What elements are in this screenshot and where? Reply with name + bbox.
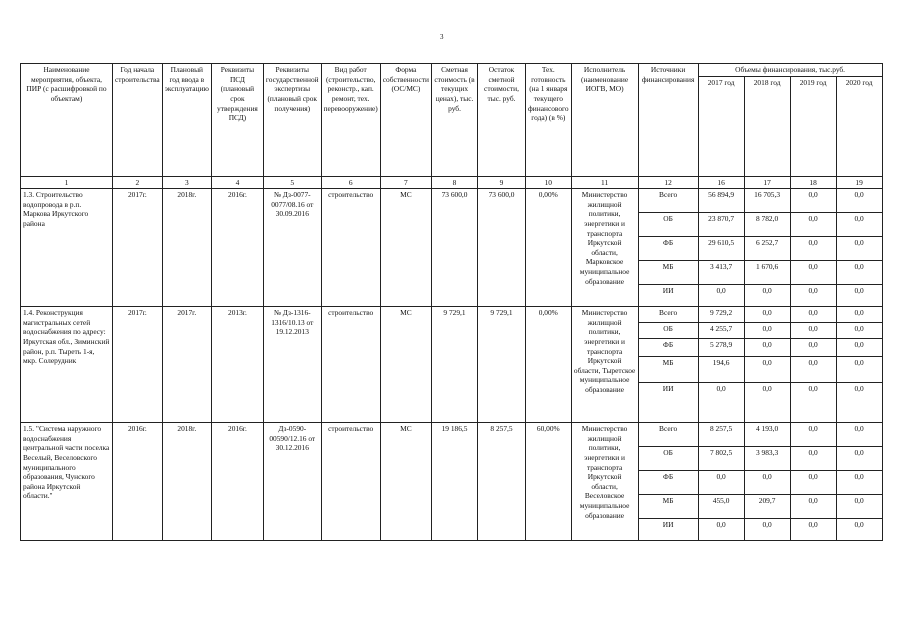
funding-amount: 23 870,7 — [698, 213, 744, 237]
funding-amount: 0,0 — [836, 307, 882, 323]
work-type: строительство — [321, 423, 380, 541]
psd-date: 2016г. — [211, 423, 263, 541]
funding-amount: 0,0 — [790, 383, 836, 423]
funding-amount: 8 782,0 — [744, 213, 790, 237]
funding-source: ОБ — [638, 447, 698, 471]
funding-amount: 56 894,9 — [698, 189, 744, 213]
funding-amount: 0,0 — [790, 285, 836, 307]
funding-amount: 0,0 — [790, 213, 836, 237]
funding-source: МБ — [638, 261, 698, 285]
funding-source: ОБ — [638, 323, 698, 339]
header-year-2019: 2019 год — [790, 77, 836, 177]
header-year-2018: 2018 год — [744, 77, 790, 177]
header-executor: Исполнитель (наименование ИОГВ, МО) — [571, 64, 638, 177]
header-volumes: Объемы финансирования, тыс.руб. — [698, 64, 882, 77]
funding-amount: 6 252,7 — [744, 237, 790, 261]
estimate-cost: 19 186,5 — [432, 423, 478, 541]
funding-amount: 0,0 — [744, 339, 790, 357]
funding-amount: 0,0 — [836, 471, 882, 495]
funding-amount: 0,0 — [698, 285, 744, 307]
column-number: 5 — [263, 177, 321, 189]
header-ownership: Форма собственности (ОС/МС) — [380, 64, 431, 177]
funding-amount: 16 705,3 — [744, 189, 790, 213]
financing-table — [20, 63, 883, 541]
funding-amount: 0,0 — [836, 447, 882, 471]
funding-amount: 29 610,5 — [698, 237, 744, 261]
estimate-cost: 73 600,0 — [432, 189, 478, 307]
funding-source: ИИ — [638, 519, 698, 541]
funding-amount: 0,0 — [744, 471, 790, 495]
funding-amount: 0,0 — [836, 261, 882, 285]
readiness-percent: 60,00% — [526, 423, 572, 541]
funding-amount: 0,0 — [836, 189, 882, 213]
funding-amount: 0,0 — [836, 285, 882, 307]
header-readiness: Тех. готовность (на 1 января текущего финансового года) (в %) — [526, 64, 572, 177]
funding-amount: 0,0 — [744, 383, 790, 423]
funding-amount: 0,0 — [698, 471, 744, 495]
funding-amount: 0,0 — [790, 307, 836, 323]
funding-amount: 0,0 — [790, 357, 836, 383]
executor: Министерство жилищной политики, энергетики и транспорта Иркутской области, Тыретское муниципальное образование — [571, 307, 638, 423]
psd-date: 2013г. — [211, 307, 263, 423]
funding-amount: 0,0 — [836, 495, 882, 519]
funding-source: ИИ — [638, 285, 698, 307]
column-number: 4 — [211, 177, 263, 189]
header-psd: Реквизиты ПСД (плановый срок утверждения ПСД) — [211, 64, 263, 177]
header-year-2017: 2017 год — [698, 77, 744, 177]
funding-source: МБ — [638, 357, 698, 383]
start-year: 2017г. — [113, 189, 163, 307]
remaining-cost: 9 729,1 — [478, 307, 526, 423]
funding-source: ФБ — [638, 471, 698, 495]
funding-amount: 0,0 — [836, 357, 882, 383]
table-row — [21, 189, 883, 213]
funding-source: МБ — [638, 495, 698, 519]
funding-amount: 0,0 — [836, 383, 882, 423]
funding-amount: 3 413,7 — [698, 261, 744, 285]
header-estimate: Сметная стоимость (в текущих ценах), тыс. руб. — [432, 64, 478, 177]
remaining-cost: 8 257,5 — [478, 423, 526, 541]
funding-amount: 455,0 — [698, 495, 744, 519]
funding-amount: 9 729,2 — [698, 307, 744, 323]
header-start-year: Год начала строительства — [113, 64, 163, 177]
funding-amount: 0,0 — [790, 237, 836, 261]
column-number: 18 — [790, 177, 836, 189]
funding-amount: 4 255,7 — [698, 323, 744, 339]
object-name: 1.4. Реконструкция магистральных сетей водоснабжения по адресу: Иркутская обл., Зиминский район, р.п. Тыреть 1-я, мкр. Солерудник — [21, 307, 113, 423]
column-number: 17 — [744, 177, 790, 189]
funding-amount: 0,0 — [836, 339, 882, 357]
object-name: 1.3. Строительство водопровода в р.п. Маркова Иркутского района — [21, 189, 113, 307]
header-sources: Источники финансирования — [638, 64, 698, 177]
funding-amount: 7 802,5 — [698, 447, 744, 471]
column-number: 2 — [113, 177, 163, 189]
header-expertise: Реквизиты государственной экспертизы (плановый срок получения) — [263, 64, 321, 177]
funding-source: ФБ — [638, 237, 698, 261]
expertise-details: Дз-0590-00590/12.16 от 30.12.2016 — [263, 423, 321, 541]
column-number: 11 — [571, 177, 638, 189]
funding-amount: 0,0 — [836, 423, 882, 447]
funding-source: Всего — [638, 189, 698, 213]
funding-amount: 0,0 — [790, 261, 836, 285]
planned-year: 2018г. — [162, 423, 211, 541]
planned-year: 2017г. — [162, 307, 211, 423]
funding-source: ОБ — [638, 213, 698, 237]
funding-amount: 0,0 — [790, 471, 836, 495]
funding-amount: 0,0 — [698, 519, 744, 541]
funding-amount: 0,0 — [698, 383, 744, 423]
funding-amount: 0,0 — [836, 323, 882, 339]
work-type: строительство — [321, 189, 380, 307]
column-number: 8 — [432, 177, 478, 189]
page-number: 3 — [440, 33, 444, 41]
funding-amount: 0,0 — [836, 213, 882, 237]
table-row — [21, 307, 883, 323]
funding-amount: 0,0 — [790, 447, 836, 471]
funding-amount: 4 193,0 — [744, 423, 790, 447]
funding-amount: 0,0 — [790, 323, 836, 339]
funding-amount: 0,0 — [836, 237, 882, 261]
funding-amount: 0,0 — [744, 357, 790, 383]
funding-source: ФБ — [638, 339, 698, 357]
funding-source: Всего — [638, 423, 698, 447]
funding-amount: 0,0 — [836, 519, 882, 541]
expertise-details: № Дз-0077-0077/08.16 от 30.09.2016 — [263, 189, 321, 307]
column-number: 6 — [321, 177, 380, 189]
ownership-form: МС — [380, 307, 431, 423]
remaining-cost: 73 600,0 — [478, 189, 526, 307]
table-row — [21, 423, 883, 447]
planned-year: 2018г. — [162, 189, 211, 307]
funding-amount: 0,0 — [790, 495, 836, 519]
funding-amount: 0,0 — [744, 285, 790, 307]
executor: Министерство жилищной политики, энергетики и транспорта Иркутской области, Веселовское муниципальное образование — [571, 423, 638, 541]
column-number: 10 — [526, 177, 572, 189]
funding-amount: 194,6 — [698, 357, 744, 383]
funding-amount: 5 278,9 — [698, 339, 744, 357]
column-number: 7 — [380, 177, 431, 189]
funding-amount: 0,0 — [790, 339, 836, 357]
header-name: Наименование мероприятия, объекта, ПИР (с расшифровкой по объектам) — [21, 64, 113, 177]
funding-amount: 0,0 — [744, 323, 790, 339]
funding-amount: 3 983,3 — [744, 447, 790, 471]
column-number: 16 — [698, 177, 744, 189]
expertise-details: № Дз-1316-1316/10.13 от 19.12.2013 — [263, 307, 321, 423]
ownership-form: МС — [380, 189, 431, 307]
readiness-percent: 0,00% — [526, 307, 572, 423]
start-year: 2016г. — [113, 423, 163, 541]
readiness-percent: 0,00% — [526, 189, 572, 307]
funding-amount: 0,0 — [744, 307, 790, 323]
funding-amount: 0,0 — [790, 519, 836, 541]
funding-amount: 0,0 — [790, 423, 836, 447]
header-remainder: Остаток сметной стоимости, тыс. руб. — [478, 64, 526, 177]
start-year: 2017г. — [113, 307, 163, 423]
funding-amount: 0,0 — [790, 189, 836, 213]
header-work-type: Вид работ (строительство, реконстр., кап. ремонт, тех. перевооружение) — [321, 64, 380, 177]
funding-amount: 209,7 — [744, 495, 790, 519]
header-year-2020: 2020 год — [836, 77, 882, 177]
column-number: 1 — [21, 177, 113, 189]
column-number: 9 — [478, 177, 526, 189]
column-number: 3 — [162, 177, 211, 189]
psd-date: 2016г. — [211, 189, 263, 307]
estimate-cost: 9 729,1 — [432, 307, 478, 423]
column-number: 19 — [836, 177, 882, 189]
column-number: 12 — [638, 177, 698, 189]
ownership-form: МС — [380, 423, 431, 541]
funding-amount: 8 257,5 — [698, 423, 744, 447]
funding-source: ИИ — [638, 383, 698, 423]
object-name: 1.5. "Система наружного водоснабжения центральной части поселка Веселый, Веселовского муниципального образования, Чунского района Иркутской области." — [21, 423, 113, 541]
work-type: строительство — [321, 307, 380, 423]
funding-amount: 0,0 — [744, 519, 790, 541]
header-planned-year: Плановый год ввода в эксплуатацию — [162, 64, 211, 177]
funding-amount: 1 670,6 — [744, 261, 790, 285]
executor: Министерство жилищной политики, энергетики и транспорта Иркутской области, Марковское муниципальное образование — [571, 189, 638, 307]
funding-source: Всего — [638, 307, 698, 323]
